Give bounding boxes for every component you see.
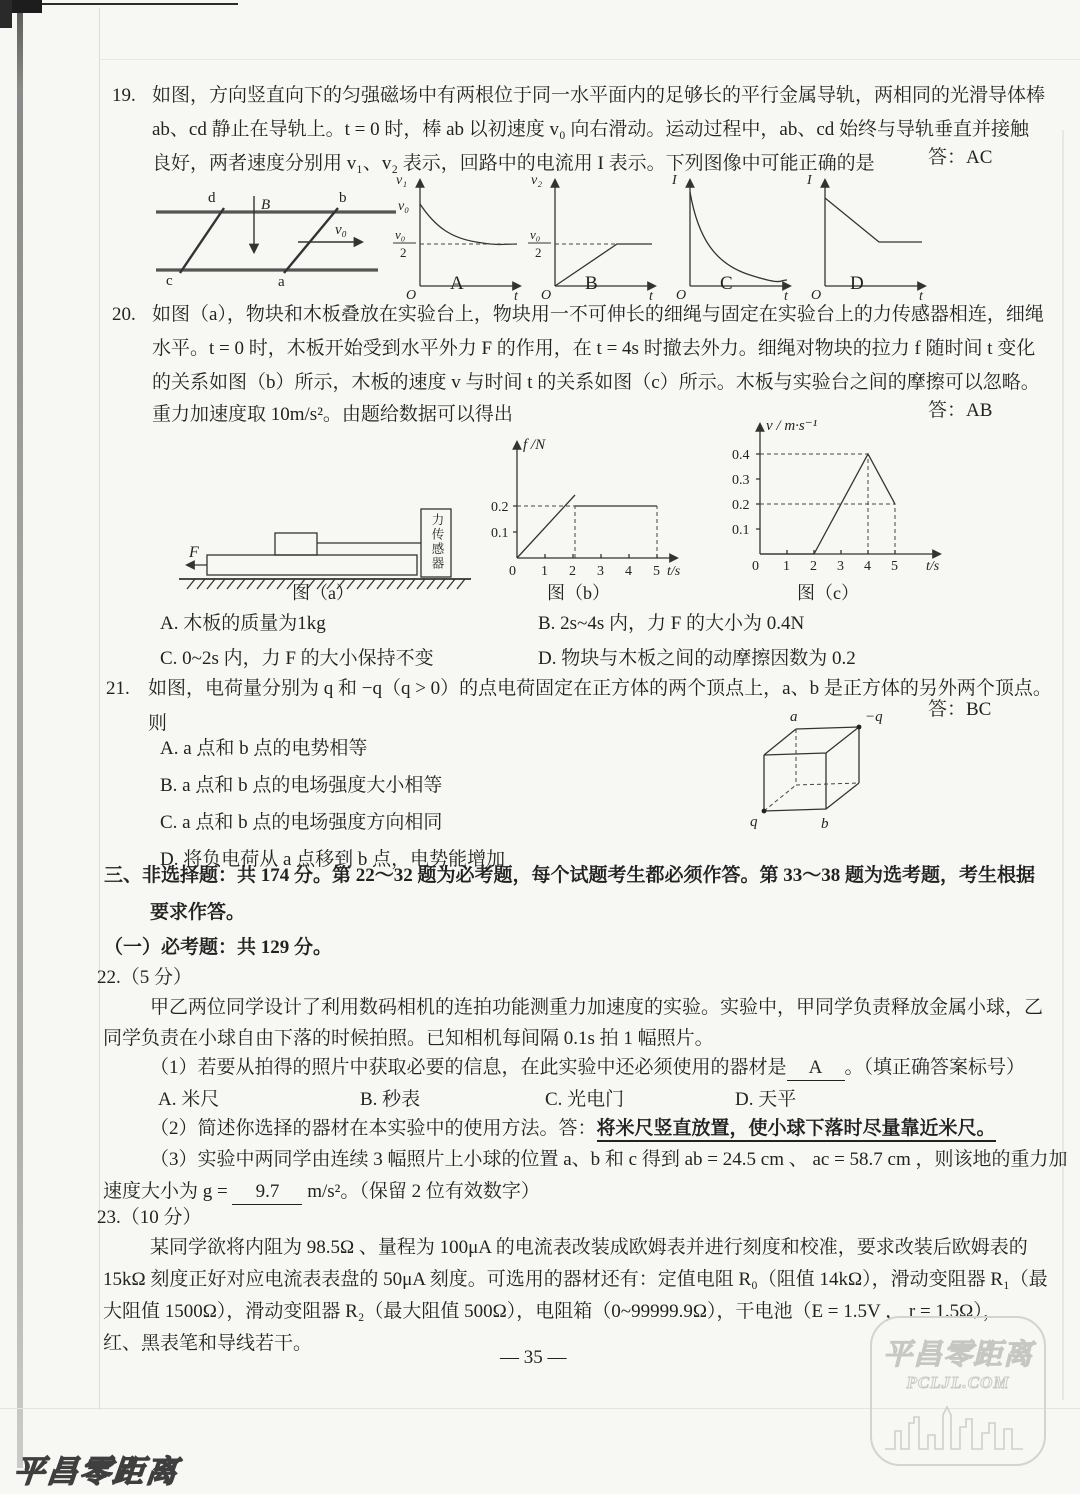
fig-b-ytick-02: 0.2 bbox=[491, 500, 509, 515]
gA-v0: v₀ bbox=[398, 199, 410, 214]
q22-part3-line2 bbox=[103, 1180, 540, 1205]
q19-graph-A-letter: A bbox=[450, 273, 464, 294]
q22-part2 bbox=[150, 1117, 996, 1141]
fig-b-xtick-0: 0 bbox=[509, 564, 516, 579]
cube-label-negq: −q bbox=[865, 709, 883, 725]
q22-part1-blank-answer: A bbox=[787, 1056, 845, 1081]
q22-part1 bbox=[150, 1056, 1025, 1081]
q22-part3-text: 速度大小为 g = bbox=[103, 1181, 228, 1202]
q22-part3-suffix: m/s²。（保留 2 位有效数字） bbox=[307, 1181, 540, 1202]
section3-sub: （一）必考题：共 129 分。 bbox=[104, 937, 333, 958]
fig-c-xtick-3: 3 bbox=[837, 559, 844, 574]
scan-spine-shadow bbox=[17, 0, 23, 1468]
q21-number: 21. bbox=[106, 678, 130, 699]
gC-origin: O bbox=[676, 288, 687, 303]
q19-line3: 良好，两者速度分别用 v₁、v₂ 表示，回路中的电流用 I 表示。下列图像中可能正确的是 bbox=[152, 153, 875, 174]
q22-choice-A: A. 米尺 bbox=[158, 1089, 220, 1110]
q20-option-C: C. 0~2s 内，力 F 的大小保持不变 bbox=[160, 648, 434, 669]
q19-graph-C-letter: C bbox=[720, 273, 733, 294]
gD-xlabel: t bbox=[919, 289, 923, 304]
faint-rule-right bbox=[1062, 130, 1064, 1400]
q20-fig-c-graph bbox=[712, 412, 952, 590]
q22-choice-D: D. 天平 bbox=[735, 1089, 797, 1110]
cube-label-a: a bbox=[790, 709, 798, 725]
page-number: — 35 — bbox=[500, 1347, 567, 1368]
q22-part2-text: （2）简述你选择的器材在本实验中的使用方法。答： bbox=[150, 1118, 597, 1139]
q22-part3-line1: （3）实验中两同学由连续 3 幅照片上小球的位置 a、b 和 c 得到 ab = 24.5 cm 、 ac = 58.7 cm ，则该地的重力加 bbox=[150, 1149, 1068, 1170]
fig-c-xtick-4: 4 bbox=[864, 559, 871, 574]
watermark-url: PCLJL.COM bbox=[906, 1373, 1010, 1392]
gB-ylabel: v₂ bbox=[531, 173, 543, 188]
fig-b-ylabel: f /N bbox=[523, 437, 546, 453]
fig-b-xtick-1: 1 bbox=[541, 564, 548, 579]
q19-line1: 如图，方向竖直向下的匀强磁场中有两根位于同一水平面内的足够长的平行金属导轨，两相同的光滑导体棒 bbox=[152, 85, 1046, 106]
q19-rail-diagram bbox=[150, 182, 400, 290]
gA-xlabel: t bbox=[514, 289, 518, 304]
q23-line3: 大阻值 1500Ω），滑动变阻器 R₂（最大阻值 500Ω），电阻箱（0~99999.9Ω），干电池（E = 1.5V ， r = 1.5Ω）， bbox=[103, 1301, 1002, 1322]
q23-line4: 红、黑表笔和导线若干。 bbox=[103, 1333, 313, 1354]
q22-part3-blank-answer: 9.7 bbox=[232, 1180, 302, 1205]
q19-graph-B-letter: B bbox=[585, 273, 598, 294]
q22-part1-suffix: 。（填正确答案标号） bbox=[844, 1057, 1026, 1078]
q21-line1: 如图，电荷量分别为 q 和 −q（q > 0）的点电荷固定在正方体的两个顶点上，a、b 是正方体的另外两个顶点。 bbox=[148, 678, 1052, 699]
q19-graph-D-letter: D bbox=[850, 273, 864, 294]
fig-c-ylabel: v / m·s⁻¹ bbox=[766, 418, 818, 434]
gB-xlabel: t bbox=[649, 289, 653, 304]
fig-c-xtick-1: 1 bbox=[783, 559, 790, 574]
fig-c-caption: 图（c） bbox=[797, 583, 859, 603]
fig-c-ytick-02: 0.2 bbox=[732, 498, 750, 513]
q22-choice-C: C. 光电门 bbox=[545, 1089, 625, 1110]
fig-a-sensor-label: 力传感器 bbox=[430, 513, 444, 571]
gA-frac-num: v₀ bbox=[395, 227, 406, 242]
fig-b-caption: 图（b） bbox=[547, 583, 610, 603]
q22-choice-B: B. 秒表 bbox=[360, 1089, 421, 1110]
watermark-title: 平昌零距离 bbox=[882, 1339, 1033, 1371]
fig-b-xunit: t/s bbox=[667, 564, 681, 579]
q22-line2: 同学负责在小球自由下落的时候拍照。已知相机每间隔 0.1s 拍 1 幅照片。 bbox=[103, 1028, 714, 1049]
watermark-skyline-icon bbox=[883, 1397, 1033, 1453]
q22-line1: 甲乙两位同学设计了利用数码相机的连拍功能测重力加速度的实验。实验中，甲同学负责释放金属小球，乙 bbox=[150, 997, 1044, 1018]
scan-corner-blob bbox=[0, 0, 12, 28]
rail-label-c: c bbox=[166, 273, 173, 289]
cube-label-q: q bbox=[750, 814, 758, 830]
fig-b-xtick-5: 5 bbox=[653, 564, 660, 579]
q20-option-D: D. 物块与木板之间的动摩擦因数为 0.2 bbox=[538, 648, 856, 669]
gB-origin: O bbox=[541, 288, 552, 303]
watermark-corner: 平昌零距离 bbox=[11, 1454, 181, 1489]
q20-line2: 水平。t = 0 时，木板开始受到水平外力 F 的作用，在 t = 4s 时撤去外力。细绳对物块的拉力 f 随时间 t 变化 bbox=[152, 338, 1036, 359]
fig-c-ytick-03: 0.3 bbox=[732, 473, 750, 488]
cube-label-b: b bbox=[821, 816, 829, 832]
fig-c-xtick-2: 2 bbox=[810, 559, 817, 574]
q19-answer: 答：AC bbox=[928, 147, 993, 168]
q21-option-D: D. 将负电荷从 a 点移到 b 点，电势能增加 bbox=[160, 849, 506, 870]
page-fold-line bbox=[99, 8, 100, 1410]
faint-rule-top bbox=[99, 59, 1080, 60]
fig-c-xunit: t/s bbox=[926, 559, 940, 574]
fig-c-ytick-04: 0.4 bbox=[732, 448, 750, 463]
rail-label-b: b bbox=[339, 190, 347, 206]
fig-a-force-label: F bbox=[189, 544, 199, 561]
q23-line2: 15kΩ 刻度正好对应电流表表盘的 50μA 刻度。可选用的器材还有：定值电阻 R₀（阻值 14kΩ），滑动变阻器 R₁（最 bbox=[103, 1269, 1048, 1290]
fig-c-xtick-5: 5 bbox=[891, 559, 898, 574]
q21-line2: 则 bbox=[148, 713, 168, 734]
q20-line3: 的关系如图（b）所示，木板的速度 v 与时间 t 的关系如图（c）所示。木板与实验台之间的摩擦可以忽略。 bbox=[152, 372, 1040, 393]
gA-ylabel: v₁ bbox=[396, 173, 408, 188]
fig-b-xtick-4: 4 bbox=[625, 564, 632, 579]
rail-label-v0: v₀ bbox=[335, 222, 347, 238]
q23-heading: 23.（10 分） bbox=[97, 1207, 202, 1228]
gB-frac-num: v₀ bbox=[530, 227, 541, 242]
q23-line1: 某同学欲将内阻为 98.5Ω 、量程为 100μA 的电流表改装成欧姆表并进行刻度和校准，要求改装后欧姆表的 bbox=[150, 1237, 1028, 1258]
section3-line1: 三、非选择题：共 174 分。第 22～32 题为必考题，每个试题考生都必须作答。第 33～38 题为选考题，考生根据 bbox=[104, 865, 1036, 886]
q21-option-C: C. a 点和 b 点的电场强度方向相同 bbox=[160, 812, 443, 833]
q19-number: 19. bbox=[112, 85, 136, 106]
q20-answer: 答：AB bbox=[928, 400, 993, 421]
gC-ylabel: I bbox=[672, 173, 677, 188]
q22-part2-answer: 将米尺竖直放置，使小球下落时尽量靠近米尺。 bbox=[597, 1118, 996, 1142]
q22-part1-text: （1）若要从拍得的照片中获取必要的信息，在此实验中还必须使用的器材是 bbox=[150, 1057, 787, 1078]
q20-fig-b-graph bbox=[465, 428, 690, 590]
q19-graph-D bbox=[795, 168, 935, 303]
gA-origin: O bbox=[406, 288, 417, 303]
watermark-badge bbox=[870, 1316, 1046, 1466]
gA-frac-den: 2 bbox=[400, 245, 407, 260]
fig-b-xtick-3: 3 bbox=[597, 564, 604, 579]
fig-b-xtick-2: 2 bbox=[569, 564, 576, 579]
rail-label-B: B bbox=[261, 197, 271, 213]
gD-origin: O bbox=[811, 288, 822, 303]
q20-option-B: B. 2s~4s 内，力 F 的大小为 0.4N bbox=[538, 613, 805, 634]
fig-a-caption: 图（a） bbox=[292, 583, 354, 603]
q22-heading: 22.（5 分） bbox=[97, 967, 193, 988]
fig-c-xtick-0: 0 bbox=[752, 559, 759, 574]
rail-label-a: a bbox=[278, 274, 285, 290]
q20-number: 20. bbox=[112, 304, 136, 325]
q20-line4: 重力加速度取 10m/s²。由题给数据可以得出 bbox=[152, 404, 513, 425]
q21-answer: 答：BC bbox=[928, 699, 992, 720]
q21-cube-diagram bbox=[742, 695, 922, 840]
gB-frac-den: 2 bbox=[535, 245, 542, 260]
q20-line1: 如图（a），物块和木板叠放在实验台上，物块用一不可伸长的细绳与固定在实验台上的力传感器相连，细绳 bbox=[152, 304, 1044, 325]
gD-ylabel: I bbox=[807, 173, 812, 188]
q21-option-B: B. a 点和 b 点的电场强度大小相等 bbox=[160, 775, 443, 796]
fig-c-ytick-01: 0.1 bbox=[732, 523, 750, 538]
q21-option-A: A. a 点和 b 点的电势相等 bbox=[160, 738, 368, 759]
section3-line2: 要求作答。 bbox=[150, 902, 246, 923]
gC-xlabel: t bbox=[784, 289, 788, 304]
q20-option-A: A. 木板的质量为1kg bbox=[160, 613, 326, 634]
fig-b-ytick-01: 0.1 bbox=[491, 526, 509, 541]
q19-line2: ab、cd 静止在导轨上。t = 0 时，棒 ab 以初速度 v₀ 向右滑动。运动过程中，ab、cd 始终与导轨垂直并接触 bbox=[152, 119, 1030, 140]
rail-label-d: d bbox=[208, 190, 216, 206]
